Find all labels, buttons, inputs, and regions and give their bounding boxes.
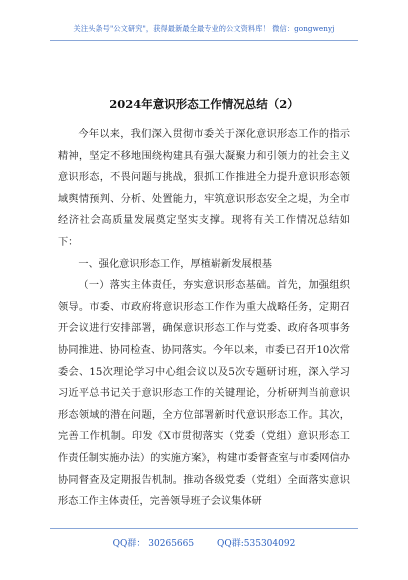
footer-qq-group-2: QQ群:535304092 (216, 539, 296, 549)
footer-contacts (0, 536, 408, 549)
header-banner: 关注头条号"公文研究"，获得最新最全最专业的公文资料库！ 微信：gongwenyj (73, 24, 335, 33)
footer-divider (50, 528, 358, 529)
header-divider (50, 40, 358, 41)
paragraph-subsection-1: （一）落实主体责任，夯实意识形态基础。首先，加强组织领导。市委、市政府将意识形态工作作为重大战略任务，定期召开会议进行安排部署，确保意识形态工作与党委、政府各项事务协同推进、协同检查、协同落实。今年以来，市委已召开10次常委会、15次理论学习中心组会议以及5次专题研讨班，深入学习习近平总书记关于意识形态工作的关键理论，分析研判当前意识形态领域的潜在问题，全方位部署新时代意识形态工作。其次，完善工作机制。印发《X市贯彻落实（党委（党组）意识形态工作责任制实施办法）的实施方案》，构建市委督查室与市委网信办协同督查及定期报告机制。推动各级党委（党组）全面落实意识形态工作主体责任，完善领导班子会议集体研 (58, 280, 350, 508)
section-heading-1: 一、强化意识形态工作，厚植崭新发展根基 (78, 258, 272, 270)
document-body (58, 124, 350, 513)
paragraph-intro: 今年以来，我们深入贯彻市委关于深化意识形态工作的指示精神，坚定不移地围绕构建具有强大凝聚力和引领力的社会主义意识形态，不畏问题与挑战，狠抓工作推进全力提升意识形态领域舆情预判、分析、处置能力，牢筑意识形态安全之堤，为全市经济社会高质量发展奠定坚实支撑。现将有关工作情况总结如下： (58, 129, 350, 248)
footer-qq-group-1: QQ群： 30265665 (112, 539, 195, 549)
document-title: 2024年意识形态工作情况总结（2） (109, 97, 299, 111)
